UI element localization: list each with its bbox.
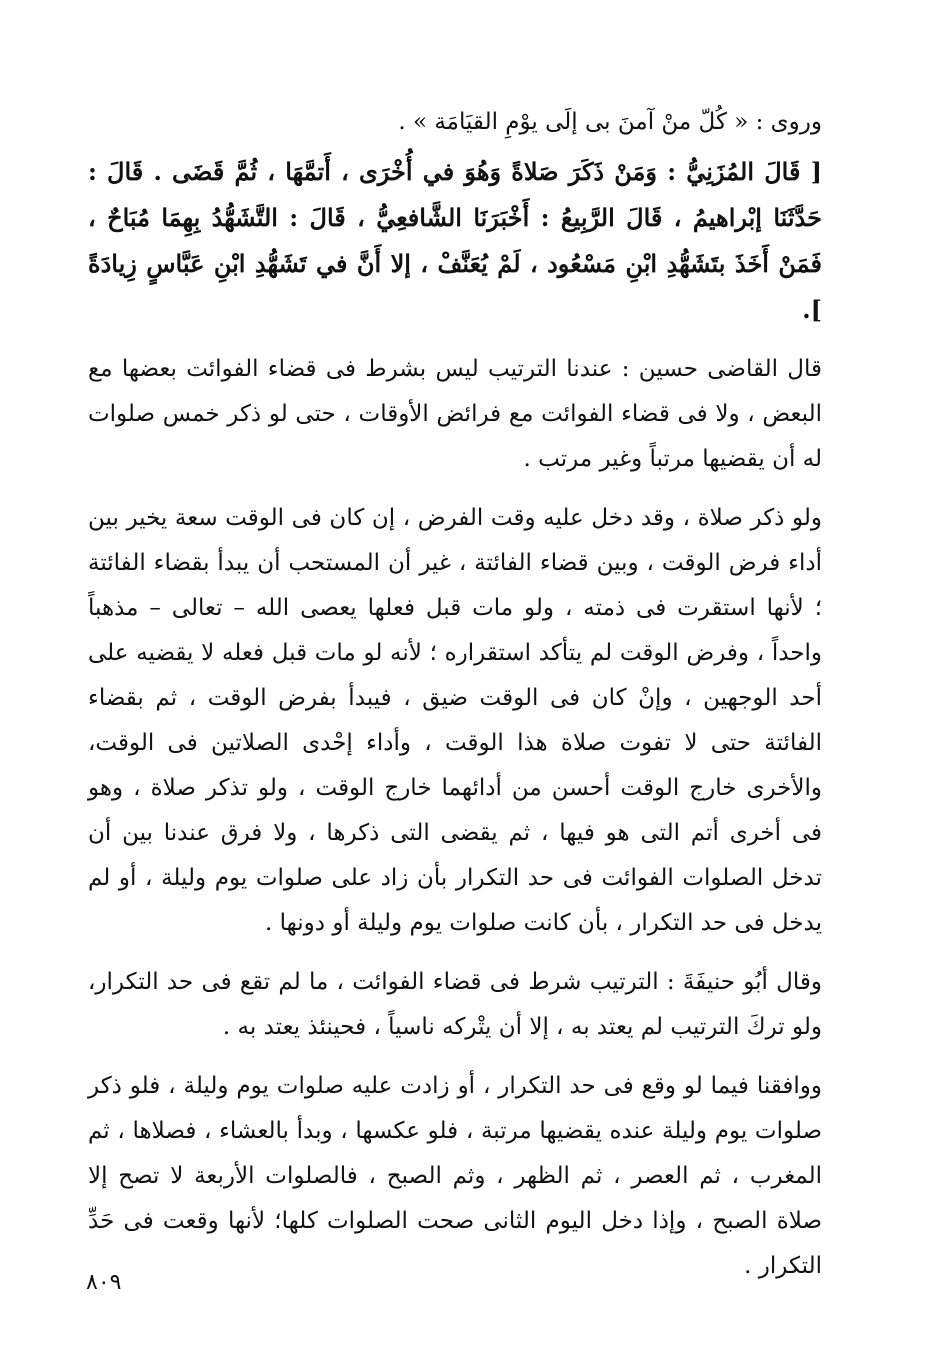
commentary-paragraph-agreement: ووافقنا فيما لو وقع فى حد التكرار ، أو زادت عليه صلوات يوم وليلة ، فلو ذكر صلوات يوم وليلة عنده يقضيها مرتبة ، فلو عكسها ، وبدأ بالعشاء ، فصلاها ، ثم المغرب ، ثم العصر ، ثم الظهر ، وثم الصبح ، فالصلوات الأربعة لا تصح إلا صلاة الصبح ، وإذا دخل اليوم الثانى صحت الصلوات كلها؛ لأنها وقعت فى حَدِّ التكرار . <box>88 1073 822 1279</box>
commentary-paragraph-abu-hanifa: وقال أبُو حنيفَةَ : الترتيب شرط فى قضاء الفوائت ، ما لم تقع فى حد التكرار، ولو تركَ الترتيب لم يعتد به ، إلا أن يتْركه ناسياً ، فحينئذ يعتد به . <box>88 969 822 1040</box>
mukhtasar-muzani-passage: [ قَالَ المُزَنِيُّ : وَمَنْ ذَكَرَ صَلاةً وَهُوَ في أُخْرَى ، أَتمَّهَا ، ثُمَّ قَضَى . قَالَ : حَدَّثَنَا إبْراهيمُ ، قَالَ الرَّبِيعُ : أَخْبَرَنَا الشَّافعِيُّ ، قَالَ : التَّشَهُّدُ بِهِمَا مُبَاحٌ ، فَمَنْ أَخَذَ بتَشَهُّدِ ابْنِ مَسْعُود ، لَمْ يُعَنَّفْ ، إلا أَنَّ في تَشَهُّدِ ابْنِ عَبَّاسٍ زِيادَةً ]. <box>88 157 822 324</box>
commentary-paragraph-qadi-husayn: قال القاضى حسين : عندنا الترتيب ليس بشرط فى قضاء الفوائت بعضها مع البعض ، ولا فى قضاء الفوائت مع فرائض الأوقات ، حتى لو ذكر خمس صلوات له أن يقضيها مرتباً وغير مرتب . <box>88 356 822 472</box>
page-body <box>88 100 822 1303</box>
quoted-hadith-line: وروى : « كُلّ منْ آمنَ بى إلَى يوْمِ القيَامَة » . <box>398 109 822 135</box>
commentary-paragraph-time-of-prayer: ولو ذكر صلاة ، وقد دخل عليه وقت الفرض ، إن كان فى الوقت سعة يخير بين أداء فرض الوقت ، وبين قضاء الفائتة ، غير أن المستحب أن يبدأ بقضاء الفائتة ؛ لأنها استقرت فى ذمته ، ولو مات قبل فعلها يعصى الله – تعالى – مذهباً واحداً ، وفرض الوقت لم يتأكد استقراره ؛ لأنه لو مات قبل فعله لا يقضيه على أحد الوجهين ، وإنْ كان فى الوقت ضيق ، فيبدأ بفرض الوقت ، ثم بقضاء الفائتة حتى لا تفوت صلاة هذا الوقت ، وأداء إحْدى الصلاتين فى الوقت، والأخرى خارج الوقت أحسن من أدائهما خارج الوقت ، ولو تذكر صلاة ، وهو فى أخرى أتم التى هو فيها ، ثم يقضى التى ذكرها ، ولا فرق عندنا بين أن تدخل الصلوات الفوائت فى حد التكرار بأن زاد على صلوات يوم وليلة ، أو لم يدخل فى حد التكرار ، بأن كانت صلوات يوم وليلة أو دونها . <box>88 505 822 936</box>
page-number: ٨٠٩ <box>86 1270 122 1295</box>
